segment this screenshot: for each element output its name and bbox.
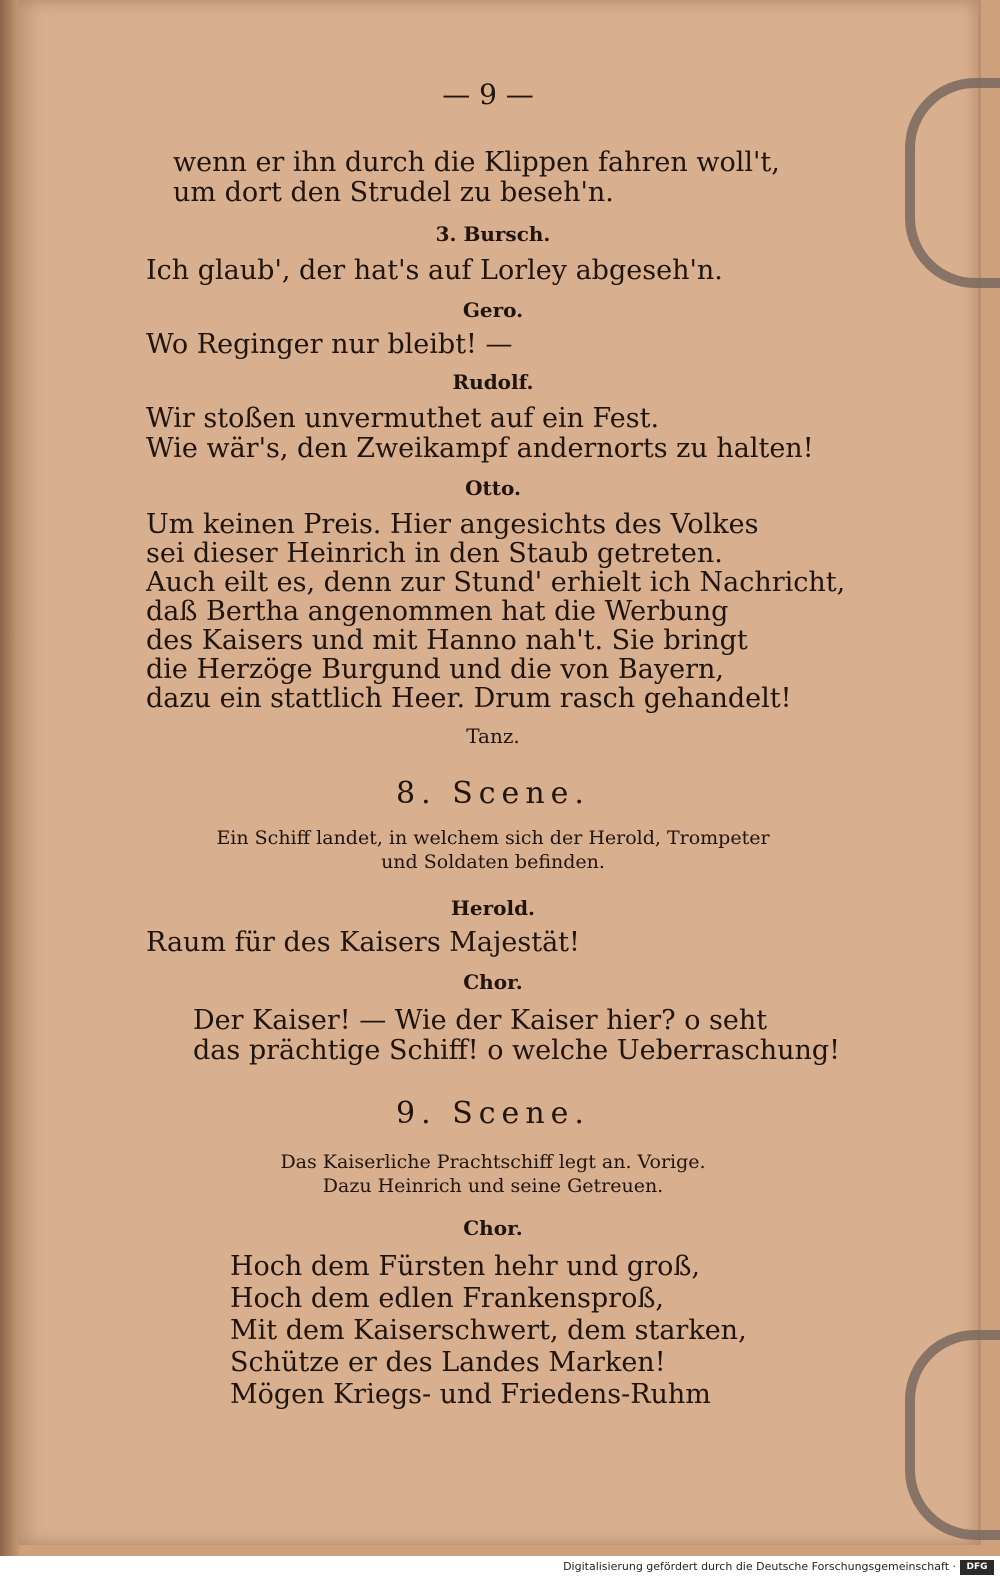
speaker-name: Rudolf. xyxy=(452,370,534,394)
speaker-name: Gero. xyxy=(462,298,524,322)
text-line: das prächtige Schiff! o welche Ueberraschung! xyxy=(193,1035,841,1066)
text-line: dazu ein stattlich Heer. Drum rasch gehandelt! xyxy=(146,683,792,714)
paper-clip-bottom xyxy=(905,1330,1000,1540)
text-line: Der Kaiser! — Wie der Kaiser hier? o seht xyxy=(193,1005,768,1036)
text-line: Mögen Kriegs- und Friedens-Ruhm xyxy=(230,1379,711,1410)
stage-direction: und Soldaten befinden. xyxy=(381,851,605,873)
text-line: Mit dem Kaiserschwert, dem starken, xyxy=(230,1315,747,1346)
speaker-name: Otto. xyxy=(465,476,521,500)
text-line: Hoch dem Fürsten hehr und groß, xyxy=(230,1251,700,1282)
digitization-footer xyxy=(0,1558,1000,1579)
scene-heading: 9. Scene. xyxy=(396,1096,590,1131)
text-line: wenn er ihn durch die Klippen fahren woll't, xyxy=(173,147,780,178)
text-line: um dort den Strudel zu beseh'n. xyxy=(173,177,614,208)
stage-direction: Ein Schiff landet, in welchem sich der Herold, Trompeter xyxy=(216,827,770,849)
text-line: die Herzöge Burgund und die von Bayern, xyxy=(146,654,724,685)
text-line: sei dieser Heinrich in den Staub getreten. xyxy=(146,538,723,569)
text-line: Ich glaub', der hat's auf Lorley abgeseh'n. xyxy=(146,255,723,286)
book-spine-edge xyxy=(0,0,20,1556)
text-line: Wo Reginger nur bleibt! — xyxy=(146,329,513,360)
text-line: daß Bertha angenommen hat die Werbung xyxy=(146,596,729,627)
text-line: Um keinen Preis. Hier angesichts des Volkes xyxy=(146,509,759,540)
text-line: Auch eilt es, denn zur Stund' erhielt ich Nachricht, xyxy=(146,567,846,598)
text-line: Schütze er des Landes Marken! xyxy=(230,1347,666,1378)
text-line: Wir stoßen unvermuthet auf ein Fest. xyxy=(146,403,660,434)
book-page xyxy=(18,0,981,1545)
dfg-logo: DFG xyxy=(960,1560,994,1575)
paper-clip-top xyxy=(905,78,1000,288)
stage-direction: Das Kaiserliche Prachtschiff legt an. Vorige. xyxy=(280,1151,706,1173)
speaker-name: Chor. xyxy=(463,1216,523,1240)
stage-direction: Dazu Heinrich und seine Getreuen. xyxy=(322,1175,664,1197)
page-number: — 9 — xyxy=(442,78,534,111)
text-line: des Kaisers und mit Hanno nah't. Sie bringt xyxy=(146,625,748,656)
speaker-name: 3. Bursch. xyxy=(435,222,551,246)
text-line: Raum für des Kaisers Majestät! xyxy=(146,927,580,958)
funding-credit: Digitalisierung gefördert durch die Deutsche Forschungsgemeinschaft · xyxy=(563,1560,956,1573)
text-line: Hoch dem edlen Frankensproß, xyxy=(230,1283,664,1314)
scene-heading: 8. Scene. xyxy=(396,776,590,811)
stage-direction-dance: Tanz. xyxy=(466,724,520,748)
speaker-name: Herold. xyxy=(450,896,536,920)
text-line: Wie wär's, den Zweikampf andernorts zu halten! xyxy=(146,433,814,464)
speaker-name: Chor. xyxy=(463,970,523,994)
